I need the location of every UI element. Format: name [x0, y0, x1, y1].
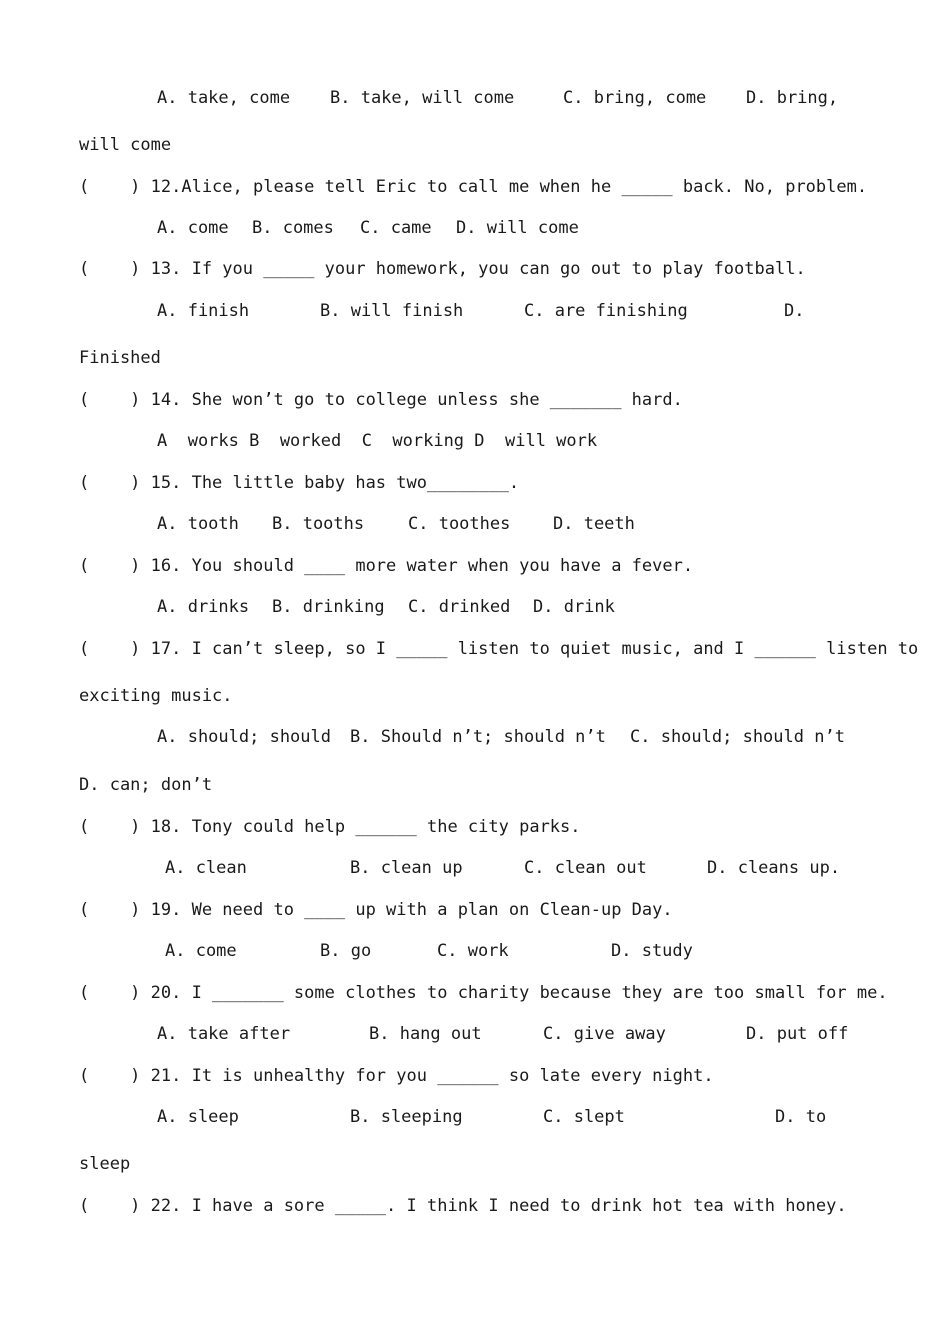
q12-stem: ( ) 12.Alice, please tell Eric to call me when he _____ back. No, problem.: [79, 177, 868, 197]
q18-stem: ( ) 18. Tony could help ______ the city parks.: [79, 817, 581, 837]
q13-option-c: C. are finishing: [524, 301, 688, 321]
q13-stem: ( ) 13. If you _____ your homework, you can go out to play football.: [79, 259, 806, 279]
q15-option-a: A. tooth: [157, 514, 239, 534]
q11-option-d: D. bring,: [746, 88, 839, 108]
q21-option-b: B. sleeping: [350, 1107, 463, 1127]
q21-option-d: D. to: [775, 1107, 827, 1127]
q16-option-a: A. drinks: [157, 597, 250, 617]
q15-option-b: B. tooths: [272, 514, 365, 534]
q11-option-continuation: will come: [79, 135, 172, 155]
q16-stem: ( ) 16. You should ____ more water when you have a fever.: [79, 556, 694, 576]
q17-stem-continuation: exciting music.: [79, 686, 233, 706]
q21-option-a: A. sleep: [157, 1107, 239, 1127]
q16-option-b: B. drinking: [272, 597, 385, 617]
q11-option-c: C. bring, come: [563, 88, 707, 108]
q16-option-d: D. drink: [533, 597, 615, 617]
q11-option-a: A. take, come: [157, 88, 291, 108]
q21-option-continuation: sleep: [79, 1154, 131, 1174]
q15-option-c: C. toothes: [408, 514, 511, 534]
q16-option-c: C. drinked: [408, 597, 511, 617]
q13-option-a: A. finish: [157, 301, 250, 321]
q13-option-d: D.: [784, 301, 805, 321]
q12-option-b: B. comes: [252, 218, 334, 238]
q11-option-b: B. take, will come: [330, 88, 515, 108]
q14-options: A works B worked C working D will work: [157, 431, 598, 451]
q17-option-c: C. should; should n’t: [630, 727, 845, 747]
q19-option-b: B. go: [320, 941, 372, 961]
q12-option-a: A. come: [157, 218, 229, 238]
q20-option-a: A. take after: [157, 1024, 291, 1044]
q19-option-d: D. study: [611, 941, 693, 961]
q18-option-d: D. cleans up.: [707, 858, 841, 878]
q19-option-a: A. come: [165, 941, 237, 961]
q12-option-d: D. will come: [456, 218, 579, 238]
q19-option-c: C. work: [437, 941, 509, 961]
q21-stem: ( ) 21. It is unhealthy for you ______ so late every night.: [79, 1066, 714, 1086]
q18-option-c: C. clean out: [524, 858, 647, 878]
q20-stem: ( ) 20. I _______ some clothes to charity because they are too small for me.: [79, 983, 888, 1003]
q18-option-a: A. clean: [165, 858, 247, 878]
q17-option-d: D. can; don’t: [79, 775, 213, 795]
q22-stem: ( ) 22. I have a sore _____. I think I need to drink hot tea with honey.: [79, 1196, 847, 1216]
q17-option-a: A. should; should: [157, 727, 331, 747]
q13-option-continuation: Finished: [79, 348, 161, 368]
q18-option-b: B. clean up: [350, 858, 463, 878]
q17-option-b: B. Should n’t; should n’t: [350, 727, 606, 747]
q21-option-c: C. slept: [543, 1107, 625, 1127]
q13-option-b: B. will finish: [320, 301, 464, 321]
q15-stem: ( ) 15. The little baby has two________.: [79, 473, 520, 493]
q19-stem: ( ) 19. We need to ____ up with a plan on Clean-up Day.: [79, 900, 673, 920]
q20-option-b: B. hang out: [369, 1024, 482, 1044]
q15-option-d: D. teeth: [553, 514, 635, 534]
q14-stem: ( ) 14. She won’t go to college unless she _______ hard.: [79, 390, 683, 410]
q17-stem: ( ) 17. I can’t sleep, so I _____ listen to quiet music, and I ______ listen to: [79, 639, 919, 659]
q20-option-c: C. give away: [543, 1024, 666, 1044]
q20-option-d: D. put off: [746, 1024, 849, 1044]
q12-option-c: C. came: [360, 218, 432, 238]
